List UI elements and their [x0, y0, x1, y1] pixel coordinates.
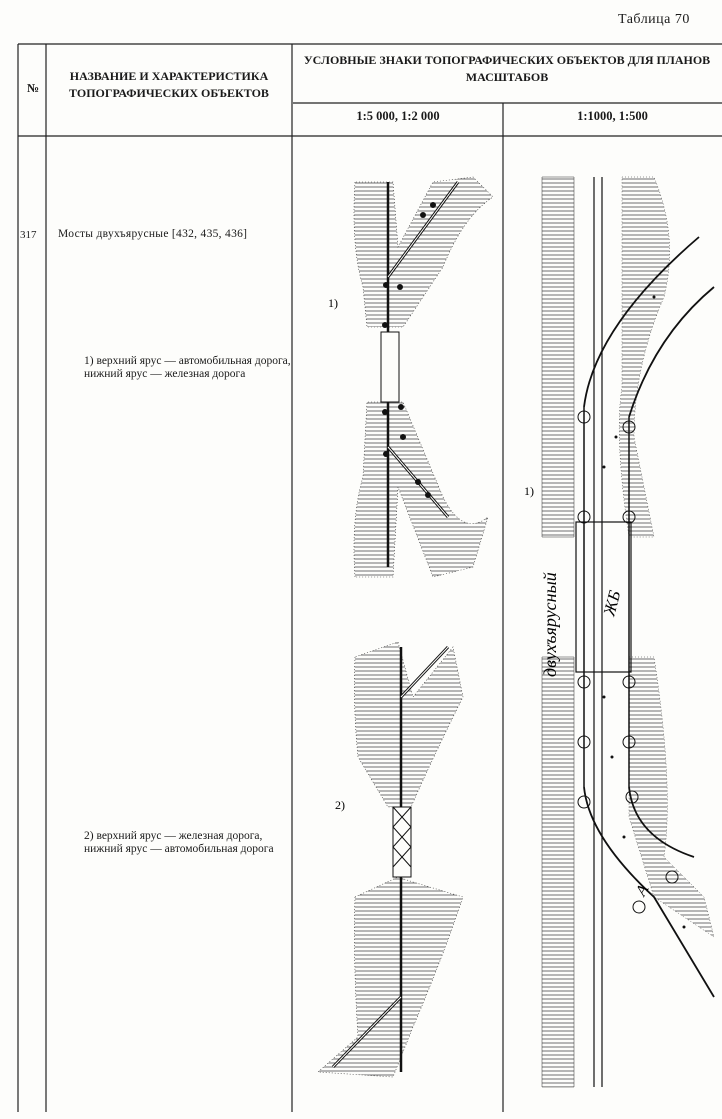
bridge-variant-2: [318, 642, 463, 1077]
header-number: №: [26, 81, 40, 95]
item-2-description: 2) верхний ярус — железная дорога, нижний ярус — автомобильная дорога: [84, 830, 274, 855]
row-title: Мосты двухъярусные [432, 435, 436]: [58, 228, 248, 240]
header-signs: УСЛОВНЫЕ ЗНАКИ ТОПОГРАФИЧЕСКИХ ОБЪЕКТОВ ДЛЯ ПЛАНОВ МАСШТАБОВ: [303, 53, 711, 84]
bridge-variant-1: [354, 177, 493, 577]
variant-2-label: 2): [335, 798, 345, 812]
header-scale-large: 1:1000, 1:500: [577, 109, 648, 123]
vertical-caption: двухъярусный: [540, 572, 560, 677]
material-label: ЖБ: [599, 588, 625, 619]
header-name: НАЗВАНИЕ И ХАРАКТЕРИСТИКА ТОПОГРАФИЧЕСКИХ ОБЪЕКТОВ: [69, 69, 269, 100]
bridge-large-scale: [542, 177, 714, 1087]
row-number: 317: [20, 229, 37, 241]
variant-1-large-label: 1): [524, 484, 534, 498]
road-letter: А: [632, 882, 653, 899]
header-scale-small: 1:5 000, 1:2 000: [356, 109, 440, 123]
large-scale-symbols: [504, 137, 721, 1112]
table-label: Таблица 70: [618, 12, 690, 27]
small-scale-symbols: [293, 137, 503, 1112]
variant-1-label: 1): [328, 296, 338, 310]
item-1-description: 1) верхний ярус — автомобильная дорога, нижний ярус — железная дорога: [84, 355, 291, 380]
